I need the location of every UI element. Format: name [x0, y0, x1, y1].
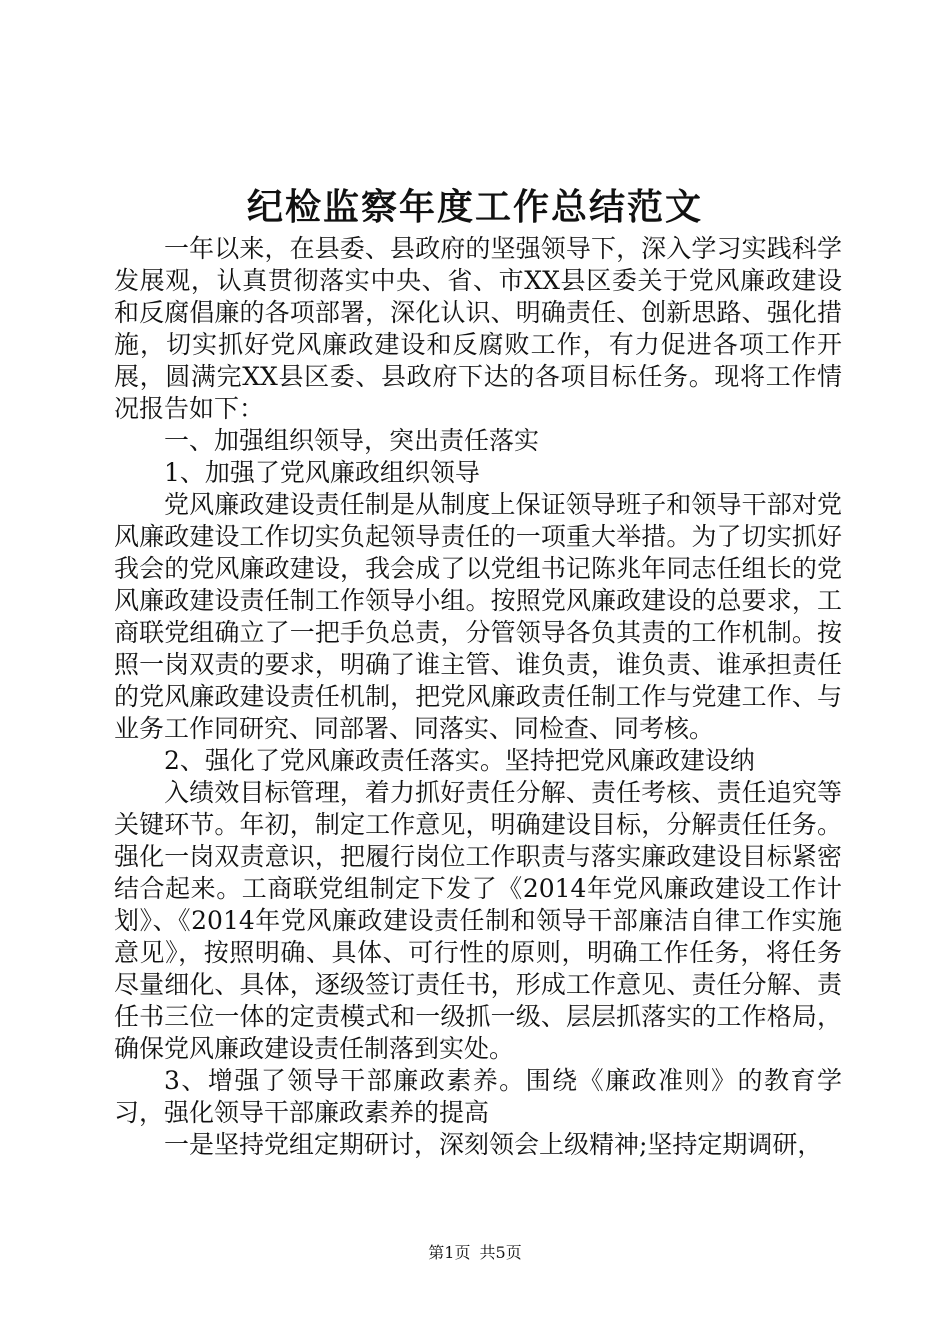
document-title: 纪检监察年度工作总结范文: [246, 186, 703, 228]
page-number: 第1页: [428, 1243, 471, 1262]
page-footer: [0, 1242, 950, 1264]
document-body: [114, 233, 842, 1161]
subsection-heading-2: 2、强化了党风廉政责任落实。坚持把党风廉政建设纳: [164, 746, 755, 775]
page-total: 共5页: [479, 1243, 522, 1262]
paragraph-intro: 一年以来，在县委、县政府的坚强领导下，深入学习实践科学发展观，认真贯彻落实中央、省、市XX县区委关于党风廉政建设和反腐倡廉的各项部署，深化认识、明确责任、创新思路、强化措施，切实抓好党风廉政建设和反腐败工作，有力促进各项工作开展，圆满完XX县区委、县政府下达的各项目标任务。现将工作情况报告如下：: [114, 234, 842, 423]
section-heading-1: 一、加强组织领导，突出责任落实: [164, 426, 540, 455]
paragraph-performance-management: 入绩效目标管理，着力抓好责任分解、责任考核、责任追究等关键环节。年初，制定工作意见，明确建设目标，分解责任任务。强化一岗双责意识，把履行岗位工作职责与落实廉政建设目标紧密结合起来。工商联党组制定下发了《2014年党风廉政建设工作计划》、《2014年党风廉政建设责任制和领导干部廉洁自律工作实施意见》，按照明确、具体、可行性的原则，明确工作任务，将任务尽量细化、具体，逐级签订责任书，形成工作意见、责任分解、责任书三位一体的定责模式和一级抓一级、层层抓落实的工作格局，确保党风廉政建设责任制落到实处。: [114, 778, 842, 1063]
subsection-heading-3: 3、增强了领导干部廉政素养。围绕《廉政准则》的教育学习，强化领导干部廉政素养的提高: [114, 1066, 842, 1127]
paragraph-party-study: 一是坚持党组定期研讨，深刻领会上级精神;坚持定期调研，: [164, 1130, 823, 1159]
subsection-heading-1: 1、加强了党风廉政组织领导: [164, 458, 480, 487]
paragraph-responsibility-system: 党风廉政建设责任制是从制度上保证领导班子和领导干部对党风廉政建设工作切实负起领导责任的一项重大举措。为了切实抓好我会的党风廉政建设，我会成了以党组书记陈兆年同志任组长的党风廉政建设责任制工作领导小组。按照党风廉政建设的总要求，工商联党组确立了一把手负总责，分管领导各负其责的工作机制。按照一岗双责的要求，明确了谁主管、谁负责，谁负责、谁承担责任的党风廉政建设责任机制，把党风廉政责任制工作与党建工作、与业务工作同研究、同部署、同落实、同检查、同考核。: [114, 490, 842, 743]
